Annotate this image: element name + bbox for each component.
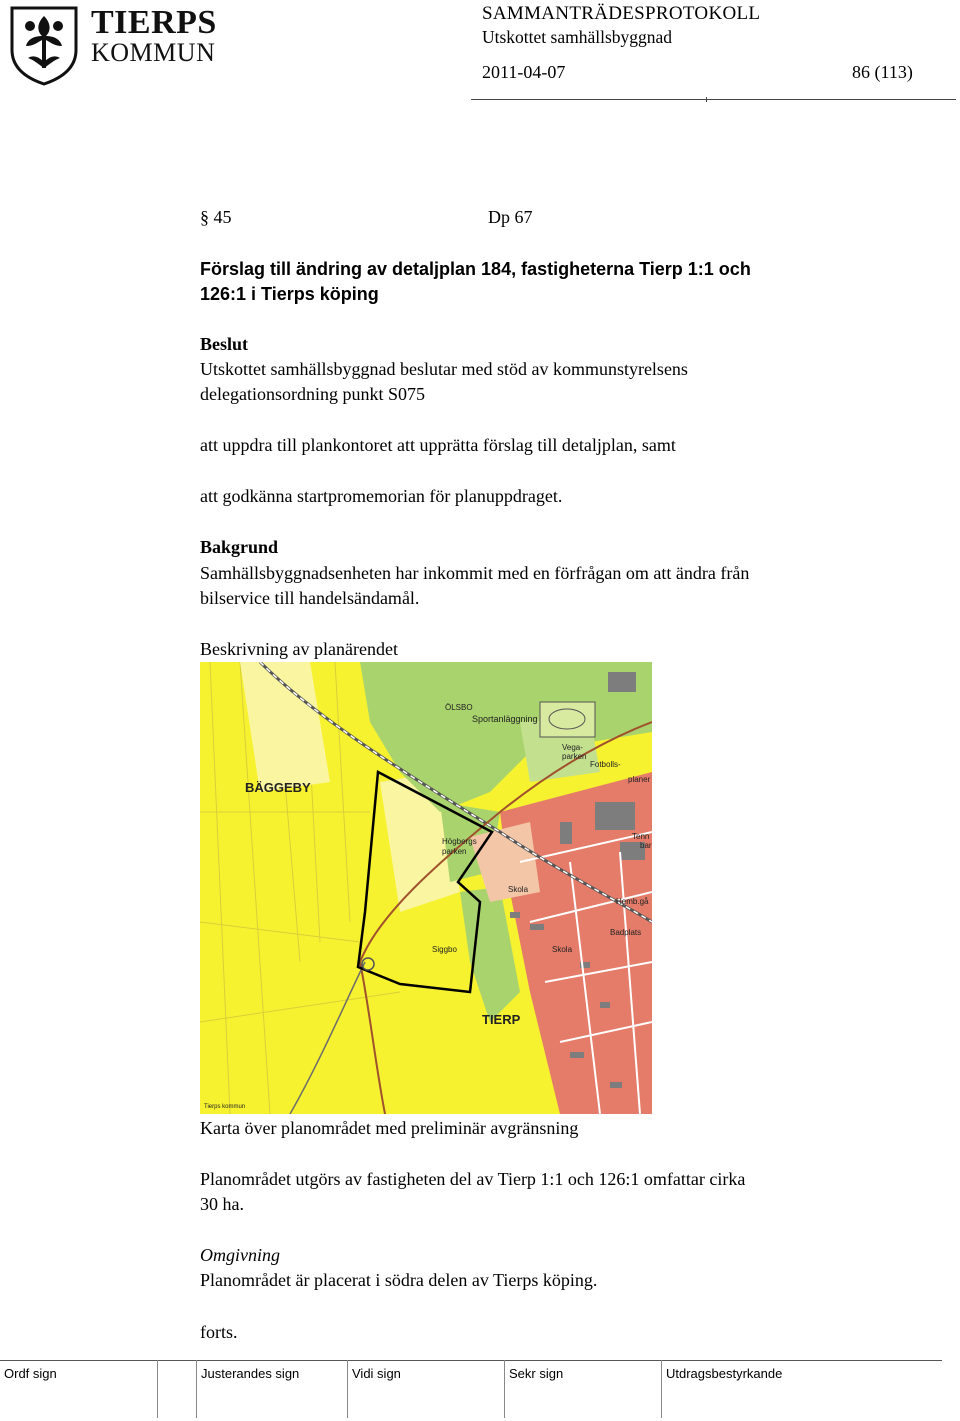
section-number: § 45 <box>200 207 232 227</box>
page-number: 86 (113) <box>852 62 913 82</box>
map-label-olsbo: ÖLSBO <box>445 703 473 712</box>
map-label-tierp: TIERP <box>482 1012 521 1027</box>
beslut-line2: delegationsordning punkt S075 <box>200 384 425 404</box>
map-label-vegaparken-2: parken <box>562 752 587 761</box>
logo-text-tierps: TIERPS <box>91 4 217 41</box>
protocol-title: SAMMANTRÄDESPROTOKOLL <box>482 3 761 24</box>
committee-name: Utskottet samhällsbyggnad <box>482 27 673 47</box>
logo-text-kommun: KOMMUN <box>91 38 216 67</box>
map-label-baggeby: BÄGGEBY <box>245 780 311 795</box>
footer-label-vidi: Vidi sign <box>352 1366 401 1381</box>
map-label-tennisbanor-1: Tenn <box>632 832 650 841</box>
bakgrund-line2: bilservice till handelsändamål. <box>200 588 420 608</box>
map-label-fotbollsplaner-1: Fotbolls- <box>590 760 621 769</box>
map-label-vegaparken-1: Vega- <box>562 743 583 752</box>
beslut-point2: att godkänna startpromemorian för planuppdraget. <box>200 486 563 506</box>
coat-of-arms-icon <box>6 2 82 86</box>
footer-label-sekr: Sekr sign <box>509 1366 564 1381</box>
item-title-line2: 126:1 i Tierps köping <box>200 284 379 304</box>
map-caption: Karta över planområdet med preliminär avgränsning <box>200 1118 579 1138</box>
map-label-fotbollsplaner-2: planer <box>628 775 651 784</box>
bakgrund-line1: Samhällsbyggnadsenheten har inkommit med en förfrågan om att ändra från <box>200 563 750 583</box>
plan-area-map <box>200 662 652 1114</box>
planomrade-line1: Planområdet utgörs av fastigheten del av Tierp 1:1 och 126:1 omfattar cirka <box>200 1169 746 1189</box>
header-divider-tick <box>706 97 707 102</box>
map-label-hogbergsparken-1: Högbergs <box>442 837 477 846</box>
footer-cell-spacer <box>157 1360 196 1418</box>
beslut-point1: att uppdra till plankontoret att upprätta förslag till detaljplan, samt <box>200 435 676 455</box>
meeting-date: 2011-04-07 <box>482 62 566 82</box>
map-label-skola-2: Skola <box>552 945 573 954</box>
footer-label-ordf: Ordf sign <box>4 1366 57 1381</box>
item-title-line1: Förslag till ändring av detaljplan 184, fastigheterna Tierp 1:1 och <box>200 259 751 279</box>
map-credit: Tierps kommun <box>204 1104 246 1110</box>
footer-cell-ordf <box>0 1360 157 1418</box>
omgivning-heading: Omgivning <box>200 1245 280 1265</box>
footer-label-justerandes: Justerandes sign <box>201 1366 300 1381</box>
continued-marker: forts. <box>200 1322 238 1342</box>
map-label-skola-1: Skola <box>508 885 529 894</box>
footer-cell-justerandes <box>196 1360 347 1418</box>
dp-number: Dp 67 <box>488 207 533 227</box>
planomrade-line2: 30 ha. <box>200 1194 244 1214</box>
map-label-hembygdsgard: Hemb.gå <box>616 897 649 906</box>
beslut-line1: Utskottet samhällsbyggnad beslutar med stöd av kommunstyrelsens <box>200 359 688 379</box>
map-sportsfield <box>540 702 595 737</box>
header-divider <box>471 99 956 100</box>
kommun-logo <box>6 2 236 86</box>
footer-cell-vidi <box>347 1360 504 1418</box>
footer-cell-utdrag <box>661 1360 943 1418</box>
bakgrund-heading: Bakgrund <box>200 537 279 557</box>
map-label-badplats: Badplats <box>610 928 642 937</box>
map-label-sportanlaggning: Sportanläggning <box>472 714 538 724</box>
omgivning-text: Planområdet är placerat i södra delen av Tierps köping. <box>200 1270 598 1290</box>
beskrivning-heading: Beskrivning av planärendet <box>200 639 398 659</box>
footer-label-utdrag: Utdragsbestyrkande <box>666 1366 783 1381</box>
footer-cell-sekr <box>504 1360 661 1418</box>
map-label-tennisbanor-2: bar <box>640 841 652 850</box>
beslut-heading: Beslut <box>200 334 249 354</box>
map-label-hogbergsparken-2: parken <box>442 847 467 856</box>
map-label-siggbo: Siggbo <box>432 945 457 954</box>
